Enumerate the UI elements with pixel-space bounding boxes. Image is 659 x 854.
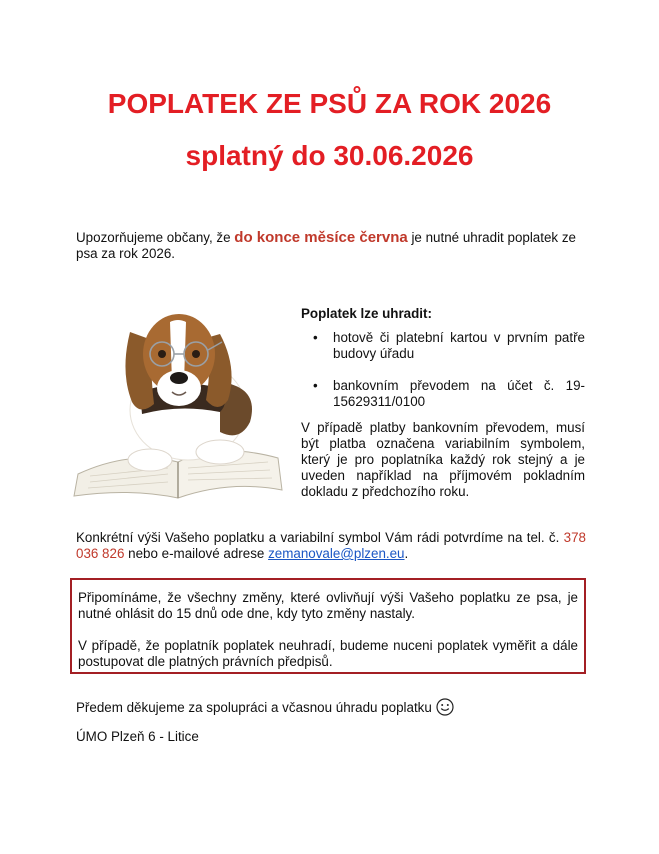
payment-option-cash: hotově či platební kartou v prvním patře budovy úřadu <box>333 330 585 361</box>
notice-changes-paragraph: Připomínáme, že všechny změny, které ovlivňují výši Vašeho poplatku ze psa, je nutné ohlásit do 15 dnů ode dne, kdy tyto změny nastaly. <box>78 590 578 621</box>
payment-option-bank-transfer: bankovním převodem na účet č. 19-15629311/0100 <box>333 378 585 409</box>
page-title: POPLATEK ZE PSŮ ZA ROK 2026 <box>107 88 552 119</box>
smiley-face-icon <box>436 698 454 716</box>
list-item <box>301 330 585 362</box>
phone-number[interactable]: 378 036 826 <box>76 530 586 561</box>
thanks-line <box>76 698 586 716</box>
intro-paragraph <box>76 230 586 262</box>
notice-penalty-paragraph: V případě, že poplatník poplatek neuhradí, budeme nuceni poplatek vyměřit a dále postupovat dle platných právních předpisů. <box>78 638 578 669</box>
page-subtitle-due-date: splatný do 30.06.2026 <box>185 140 474 171</box>
beagle-dog-illustration <box>70 292 285 502</box>
payment-options-list <box>301 330 585 410</box>
contact-text-middle: nebo e-mailové adrese <box>124 546 269 561</box>
signature-office: ÚMO Plzeň 6 - Litice <box>76 729 199 744</box>
intro-text: Upozorňujeme občany, že <box>76 230 235 245</box>
transfer-note: V případě platby bankovním převodem, musí být platba označena variabilním symbolem, který je pro poplatníka každý rok stejný a je uveden například na příjmovém pokladním dokladu z předchozího roku. <box>301 420 585 499</box>
notice-box <box>70 578 586 674</box>
thanks-text: Předem děkujeme za spolupráci a včasnou úhradu poplatku <box>76 700 432 715</box>
contact-text-end: . <box>404 546 409 561</box>
payment-heading: Poplatek lze uhradit: <box>301 306 432 321</box>
bullet-icon: • <box>313 378 318 393</box>
intro-deadline-emphasis: do konce měsíce června <box>234 229 408 246</box>
email-link[interactable]: zemanovale@plzen.eu <box>268 546 405 561</box>
list-item <box>301 378 585 410</box>
contact-paragraph <box>76 530 586 562</box>
contact-text: Konkrétní výši Vašeho poplatku a variabilní symbol Vám rádi potvrdíme na tel. č. <box>76 530 564 545</box>
intro-text-end: je nutné uhradit poplatek ze psa za rok 2026. <box>76 230 576 261</box>
bullet-icon: • <box>313 330 318 345</box>
